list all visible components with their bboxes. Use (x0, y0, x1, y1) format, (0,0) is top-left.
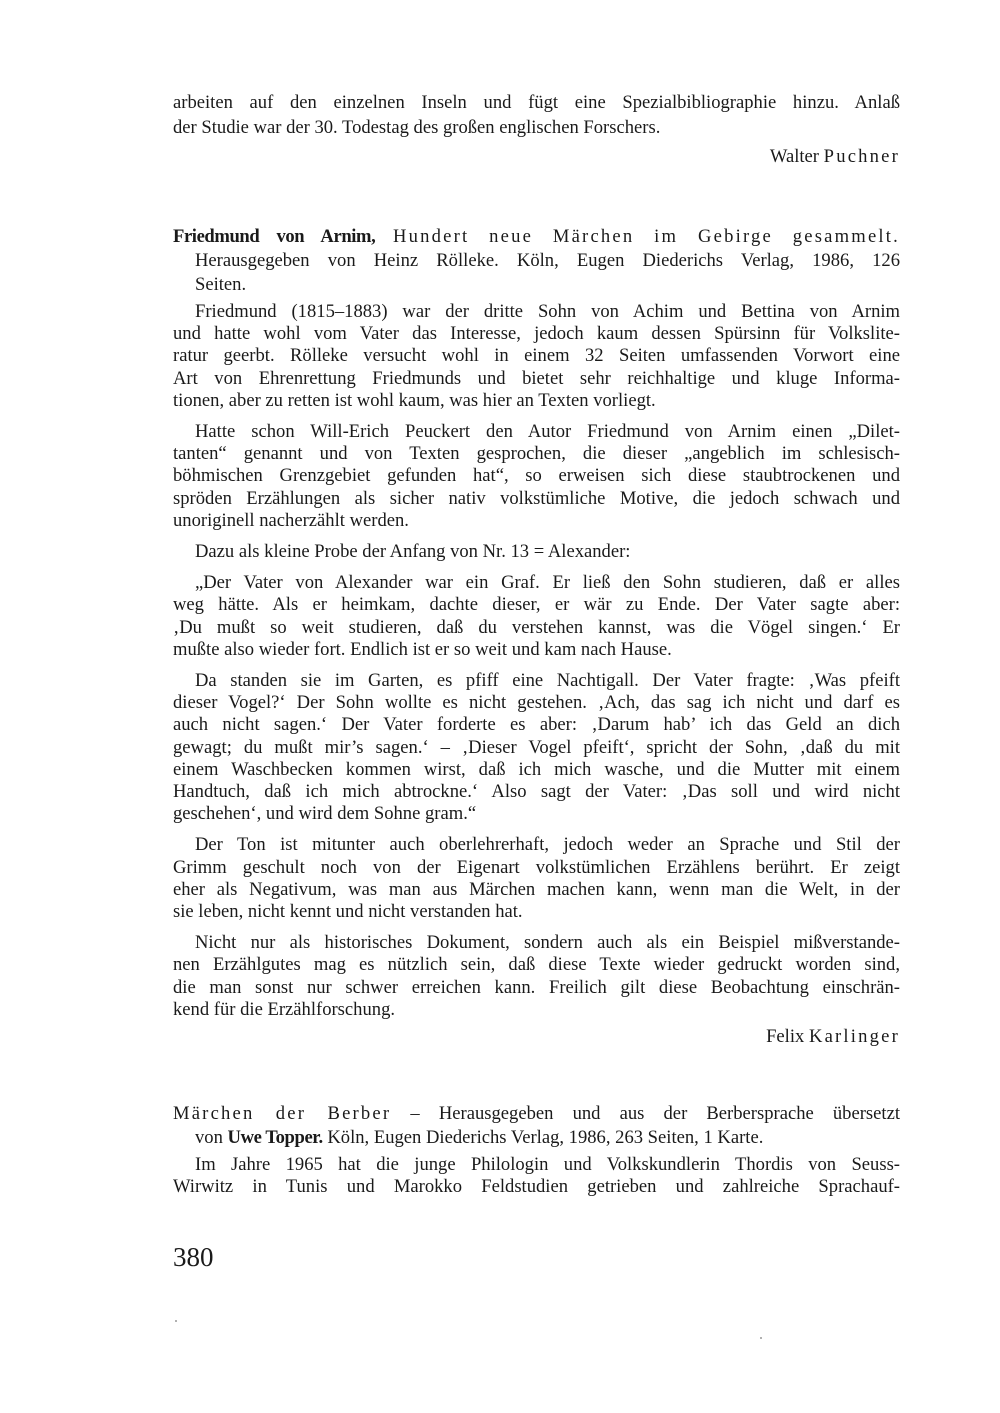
text-line: Da standen sie im Garten, es pfiff eine Nachtigall. Der Vater fragte: ‚Was pfeift (195, 670, 900, 692)
text-line: tionen, aber zu retten ist wohl kaum, was hier an Texten vorliegt. (173, 389, 656, 411)
text-line: gewagt; du mußt mir’s sagen.‘ – ‚Dieser Vogel pfeift‘, spricht der Sohn, ‚daß du mit (173, 736, 900, 758)
paragraph (173, 932, 900, 1021)
review-2-body (173, 1154, 900, 1198)
text-line: ratur geerbt. Rölleke versucht wohl in einem 32 Seiten umfassenden Vorwort eine (173, 345, 900, 367)
paragraph (173, 421, 900, 532)
book-title-rest: – Herausgegeben und aus der Berbersprache übersetzt (391, 1103, 900, 1124)
signature-last-name: Puchner (823, 146, 900, 167)
text-line: Hatte schon Will-Erich Peuckert den Autor Friedmund von Arnim einen „Dilet- (195, 421, 900, 443)
review-1-body (173, 301, 900, 1021)
text-line: „Der Vater von Alexander war ein Graf. Er ließ den Sohn studieren, daß er alles (195, 572, 900, 594)
text-line: mußte also wieder fort. Endlich ist er so weit und kam nach Hause. (173, 638, 672, 660)
page-number: 380 (173, 1242, 214, 1272)
text-line: Im Jahre 1965 hat die junge Philologin und Volkskundlerin Thordis von Seuss- (195, 1154, 900, 1175)
paragraph (173, 301, 900, 412)
text-line: einem Waschbecken kommen wirst, daß ich mich wasche, und die Mutter mit einem (173, 758, 900, 780)
signature-last-name: Karlinger (808, 1026, 900, 1047)
text-line: Nicht nur als historisches Dokument, sondern auch als ein Beispiel mißverstande- (195, 932, 900, 954)
text-line: dieser Vogel?‘ Der Sohn wollte es nicht gestehen. ‚Ach, das sag ich nicht und darf es (173, 692, 900, 714)
reviewer-signature (173, 1025, 900, 1049)
paragraph (173, 670, 900, 825)
scan-speck (175, 1320, 177, 1322)
text-line: auch nicht sagen.‘ Der Vater forderte es aber: ‚Darum hab’ ich das Geld an dich (173, 714, 900, 736)
publication-info: Seiten. (195, 274, 247, 295)
text-line: Art von Ehrenrettung Friedmunds und bietet sehr reichhaltige und kluge Informa- (173, 367, 900, 389)
scan-speck (760, 1337, 762, 1339)
text-line: ‚Du mußt so weit studieren, daß du verstehen kannst, was die Vögel singen.‘ Er (173, 616, 900, 638)
text-line: kend für die Erzählforschung. (173, 998, 396, 1020)
text-line: weg hätte. Als er heimkam, dachte dieser, er wär zu Ende. Der Vater sagte aber: (173, 594, 900, 616)
publication-info: Herausgegeben von Heinz Rölleke. Köln, Eugen Diederichs Verlag, 1986, 126 (195, 250, 900, 271)
text-line: der Studie war der 30. Todestag des großen englischen Forschers. (173, 116, 661, 138)
book-title: Märchen der Berber (173, 1103, 392, 1124)
text-line: Friedmund (1815–1883) war der dritte Sohn von Achim und Bettina von Arnim (195, 301, 900, 322)
text-line: geschehen‘, und wird dem Sohne gram.“ (173, 803, 477, 825)
reviewer-signature (173, 145, 900, 169)
signature-first-name: Walter (769, 146, 819, 167)
paragraph (173, 834, 900, 923)
paragraph (173, 541, 900, 563)
text-line: böhmischen Grenzgebiet gefunden hat“, so erweisen sich diese staubtrockenen und (173, 465, 900, 487)
book-editor: Uwe Topper. (227, 1127, 323, 1148)
text-line: Grimm geschult noch von der Eigenart volkstümlichen Erzählens berührt. Er zeigt (173, 856, 900, 878)
text-line: Wirwitz in Tunis und Marokko Feldstudien getrieben und zahlreiche Sprachauf- (173, 1176, 900, 1198)
text-line: arbeiten auf den einzelnen Inseln und fügt eine Spezialbibliographie hinzu. Anlaß (173, 92, 900, 113)
previous-review-ending (173, 91, 900, 140)
review-1-heading (173, 225, 900, 297)
publication-info: Köln, Eugen Diederichs Verlag, 1986, 263 Seiten, 1 Karte. (322, 1127, 764, 1148)
text-line: sie leben, nicht kennt und nicht verstanden hat. (173, 901, 523, 923)
book-author: Friedmund von Arnim, (173, 226, 376, 247)
publication-prefix: von (195, 1127, 228, 1148)
text-line: nen Erzählgutes mag es nützlich sein, daß diese Texte wieder gedruckt worden sind, (173, 954, 900, 976)
review-2-heading (173, 1102, 900, 1150)
text-line: spröden Erzählungen als sicher nativ volkstümliche Motive, die jedoch schwach und (173, 487, 900, 509)
signature-first-name: Felix (766, 1026, 805, 1047)
text-line: Der Ton ist mitunter auch oberlehrerhaft, jedoch weder an Sprache und Stil der (195, 834, 900, 856)
text-line: und hatte wohl vom Vater das Interesse, jedoch kaum dessen Spürsinn für Volkslite- (173, 323, 900, 345)
text-line: Handtuch, daß ich mich abtrockne.‘ Also sagt der Vater: ‚Das soll und wird nicht (173, 781, 900, 803)
text-line: Dazu als kleine Probe der Anfang von Nr. 13 = Alexander: (195, 541, 631, 563)
paragraph (173, 572, 900, 661)
text-line: tanten“ genannt und von Texten gesprochen, die dieser „angeblich im schlesisch- (173, 443, 900, 465)
book-title: Hundert neue Märchen im Gebirge gesammelt. (393, 226, 900, 247)
text-line: die man sonst nur schwer erreichen kann. Freilich gilt diese Beobachtung einschrän- (173, 976, 900, 998)
text-line: eher als Negativum, was man aus Märchen machen kann, wenn man die Welt, in der (173, 878, 900, 900)
text-line: unoriginell nacherzählt werden. (173, 509, 409, 531)
